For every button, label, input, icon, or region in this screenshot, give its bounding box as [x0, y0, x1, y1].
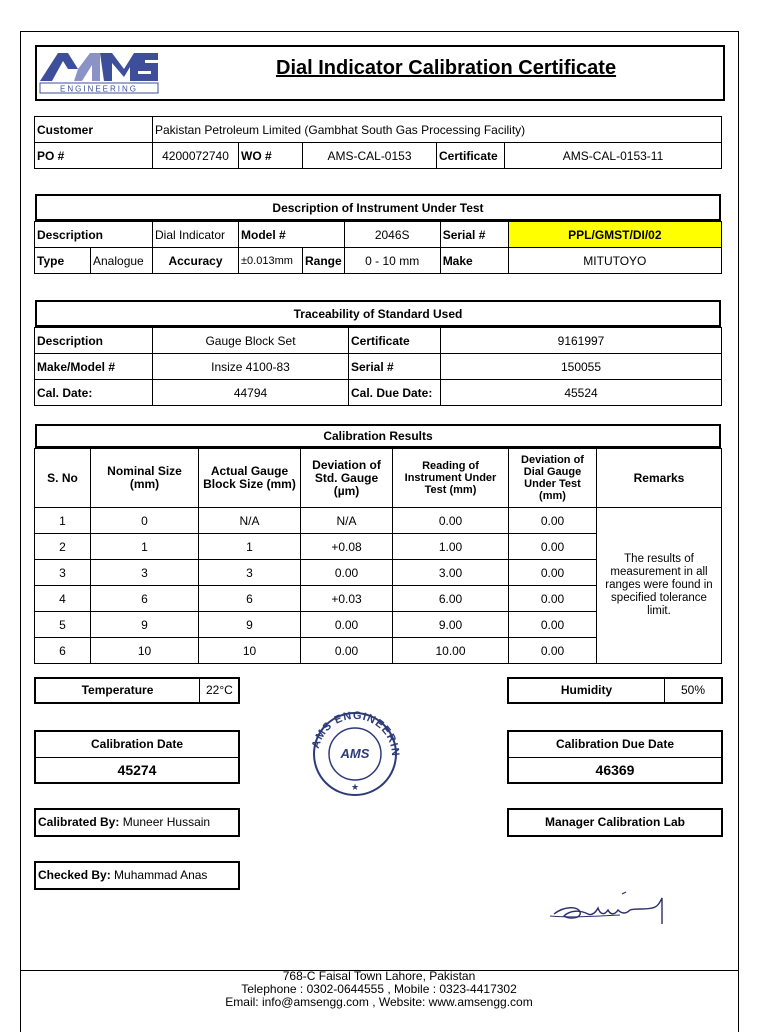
certificate-label: Certificate [437, 143, 505, 169]
checked-by-label: Checked By: [38, 868, 111, 882]
po-value: 4200072740 [153, 143, 239, 169]
calibration-due-date-value: 46369 [595, 762, 635, 778]
standard-description-label: Description [35, 328, 153, 354]
type-label: Type [35, 248, 91, 274]
manager-label: Manager Calibration Lab [544, 815, 686, 829]
temperature-label: Temperature [36, 679, 200, 702]
type-value: Analogue [91, 248, 153, 274]
footer-phones: Telephone : 0302-0644555 , Mobile : 0323-4417302 [241, 982, 517, 996]
range-label: Range [303, 248, 345, 274]
standard-serial-value: 150055 [441, 354, 722, 380]
stamp-ring-text: AMS ENGINEERIN [309, 709, 402, 758]
row4-deviation-dial: 0.00 [509, 586, 597, 612]
row2-deviation-std: +0.08 [301, 534, 393, 560]
humidity-label: Humidity [509, 679, 665, 702]
stamp-center-text: AMS [340, 746, 370, 761]
header-remarks: Remarks [597, 449, 722, 508]
footer-web: Email: info@amsengg.com , Website: www.amsengg.com [225, 995, 533, 1009]
row5-nominal: 9 [91, 612, 199, 638]
customer-label: Customer [35, 117, 153, 143]
row5-actual: 9 [199, 612, 301, 638]
row2-actual: 1 [199, 534, 301, 560]
row5-deviation-dial: 0.00 [509, 612, 597, 638]
header-deviation-dial: Deviation of Dial Gauge Under Test (mm) [509, 449, 597, 508]
row6-deviation-std: 0.00 [301, 638, 393, 664]
header-reading: Reading of Instrument Under Test (mm) [393, 449, 509, 508]
accuracy-value: ±0.013mm [239, 248, 303, 274]
row1-deviation-std: N/A [301, 508, 393, 534]
row6-deviation-dial: 0.00 [509, 638, 597, 664]
wo-label: WO # [239, 143, 303, 169]
calibration-due-date-box [507, 730, 723, 784]
results-table [34, 448, 722, 664]
manager-box [507, 808, 723, 837]
standard-cal-date-value: 44794 [153, 380, 349, 406]
make-label: Make [440, 248, 508, 274]
calibration-date-value: 45274 [117, 762, 157, 778]
row3-sno: 3 [35, 560, 91, 586]
logo-subtitle: ENGINEERING [59, 84, 139, 94]
model-label: Model # [239, 222, 345, 248]
calibrated-by-label: Calibrated By: [38, 815, 120, 829]
row2-sno: 2 [35, 534, 91, 560]
wo-value: AMS-CAL-0153 [303, 143, 437, 169]
humidity-box [507, 677, 723, 704]
standard-make-value: Insize 4100-83 [153, 354, 349, 380]
row5-deviation-std: 0.00 [301, 612, 393, 638]
row5-reading: 9.00 [393, 612, 509, 638]
calibrated-by-value: Muneer Hussain [122, 815, 211, 829]
calibration-due-date-label: Calibration Due Date [509, 732, 721, 758]
row2-deviation-dial: 0.00 [509, 534, 597, 560]
row6-sno: 6 [35, 638, 91, 664]
customer-value: Pakistan Petroleum Limited (Gambhat South Gas Processing Facility) [153, 117, 722, 143]
standard-make-label: Make/Model # [35, 354, 153, 380]
results-section-title: Calibration Results [35, 424, 721, 448]
instrument-description-value: Dial Indicator [153, 222, 239, 248]
standard-due-date-value: 45524 [441, 380, 722, 406]
range-value: 0 - 10 mm [344, 248, 440, 274]
footer-address: 768-C Faisal Town Lahore, Pakistan [282, 969, 476, 983]
row3-deviation-dial: 0.00 [509, 560, 597, 586]
row5-sno: 5 [35, 612, 91, 638]
company-logo [38, 47, 160, 95]
temperature-value: 22°C [206, 683, 233, 697]
customer-table [34, 116, 722, 169]
signature-image [540, 880, 680, 940]
row3-nominal: 3 [91, 560, 199, 586]
instrument-section-title: Description of Instrument Under Test [35, 194, 721, 221]
row6-actual: 10 [199, 638, 301, 664]
accuracy-label: Accuracy [153, 248, 239, 274]
model-value: 2046S [344, 222, 440, 248]
header-sno: S. No [35, 449, 91, 508]
certificate-value: AMS-CAL-0153-11 [505, 143, 722, 169]
checked-by-box [34, 861, 240, 890]
row2-nominal: 1 [91, 534, 199, 560]
row1-deviation-dial: 0.00 [509, 508, 597, 534]
row3-reading: 3.00 [393, 560, 509, 586]
standard-serial-label: Serial # [349, 354, 441, 380]
results-header-row [35, 449, 722, 508]
serial-label: Serial # [440, 222, 508, 248]
instrument-table [34, 221, 722, 274]
calibration-date-label: Calibration Date [36, 732, 238, 758]
row1-sno: 1 [35, 508, 91, 534]
row2-reading: 1.00 [393, 534, 509, 560]
standard-section-title: Traceability of Standard Used [35, 300, 721, 327]
serial-value: PPL/GMST/DI/02 [508, 222, 721, 248]
company-stamp [300, 706, 410, 798]
calibrated-by-box [34, 808, 240, 837]
instrument-description-label: Description [35, 222, 153, 248]
stamp-star-icon: ★ [350, 782, 360, 792]
table-row [35, 508, 722, 534]
standard-due-date-label: Cal. Due Date: [349, 380, 441, 406]
row4-nominal: 6 [91, 586, 199, 612]
row4-deviation-std: +0.03 [301, 586, 393, 612]
calibration-date-box [34, 730, 240, 784]
header-deviation-std: Deviation of Std. Gauge (µm) [301, 449, 393, 508]
row4-actual: 6 [199, 586, 301, 612]
header-actual: Actual Gauge Block Size (mm) [199, 449, 301, 508]
row1-actual: N/A [199, 508, 301, 534]
make-value: MITUTOYO [508, 248, 721, 274]
row3-actual: 3 [199, 560, 301, 586]
row1-reading: 0.00 [393, 508, 509, 534]
po-label: PO # [35, 143, 153, 169]
certificate-title: Dial Indicator Calibration Certificate [276, 57, 617, 79]
remarks-cell: The results of measurement in all ranges were found in specified tolerance limit. [597, 508, 722, 664]
standard-description-value: Gauge Block Set [153, 328, 349, 354]
row3-deviation-std: 0.00 [301, 560, 393, 586]
header-nominal: Nominal Size (mm) [91, 449, 199, 508]
temperature-box [34, 677, 240, 704]
standard-certificate-label: Certificate [349, 328, 441, 354]
row6-reading: 10.00 [393, 638, 509, 664]
row4-reading: 6.00 [393, 586, 509, 612]
checked-by-value: Muhammad Anas [114, 868, 208, 882]
humidity-value: 50% [680, 683, 706, 697]
row6-nominal: 10 [91, 638, 199, 664]
standard-certificate-value: 9161997 [441, 328, 722, 354]
standard-table [34, 327, 722, 406]
row4-sno: 4 [35, 586, 91, 612]
row1-nominal: 0 [91, 508, 199, 534]
standard-cal-date-label: Cal. Date: [35, 380, 153, 406]
